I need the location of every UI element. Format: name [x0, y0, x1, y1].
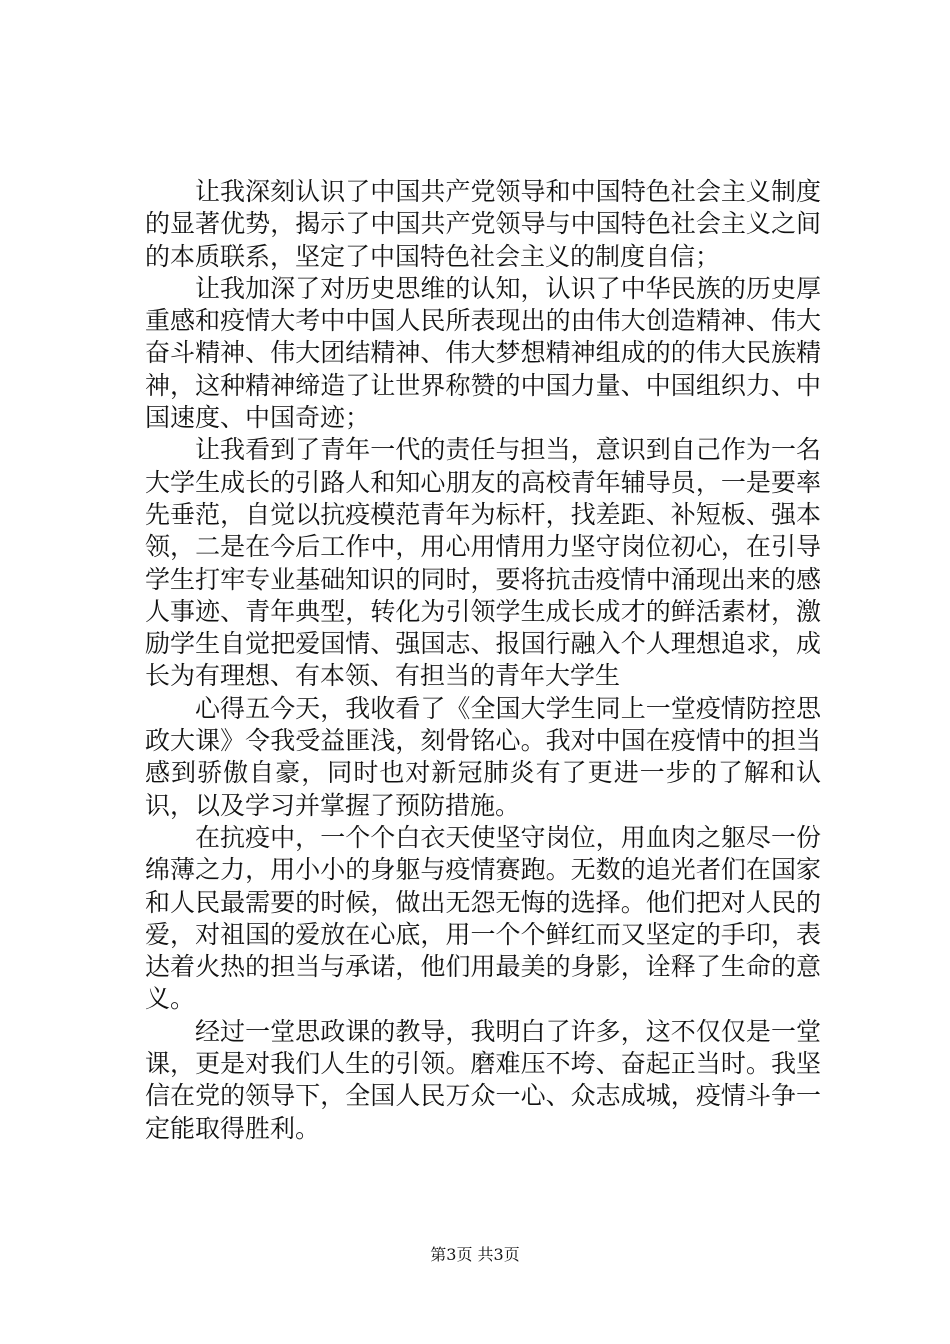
document-body	[145, 176, 821, 1145]
paragraph-2: 让我加深了对历史思维的认知，认识了中华民族的历史厚重感和疫情大考中中国人民所表现出的由伟大创造精神、伟大奋斗精神、伟大团结精神、伟大梦想精神组成的的伟大民族精神，这种精神缔造了让世界称赞的中国力量、中国组织力、中国速度、中国奇迹；	[145, 273, 821, 433]
paragraph-6: 经过一堂思政课的教导，我明白了许多，这不仅仅是一堂课，更是对我们人生的引领。磨难压不垮、奋起正当时。我坚信在党的领导下，全国人民万众一心、众志成城，疫情斗争一定能取得胜利。	[145, 1016, 821, 1143]
paragraph-4: 心得五今天，我收看了《全国大学生同上一堂疫情防控思政大课》令我受益匪浅，刻骨铭心。我对中国在疫情中的担当感到骄傲自豪，同时也对新冠肺炎有了更进一步的了解和认识，以及学习并掌握了预防措施。	[145, 693, 821, 820]
paragraph-3: 让我看到了青年一代的责任与担当，意识到自己作为一名大学生成长的引路人和知心朋友的高校青年辅导员，一是要率先垂范，自觉以抗疫模范青年为标杆，找差距、补短板、强本领，二是在今后工作中，用心用情用力坚守岗位初心，在引导学生打牢专业基础知识的同时，要将抗击疫情中涌现出来的感人事迹、青年典型，转化为引领学生成长成才的鲜活素材，激励学生自觉把爱国情、强国志、报国行融入个人理想追求，成长为有理想、有本领、有担当的青年大学生	[145, 435, 821, 691]
paragraph-5: 在抗疫中，一个个白衣天使坚守岗位，用血肉之躯尽一份绵薄之力，用小小的身躯与疫情赛跑。无数的追光者们在国家和人民最需要的时候，做出无怨无悔的选择。他们把对人民的爱，对祖国的爱放在心底，用一个个鲜红而又坚定的手印，表达着火热的担当与承诺，他们用最美的身影，诠释了生命的意义。	[145, 822, 821, 1014]
paragraph-1: 让我深刻认识了中国共产党领导和中国特色社会主义制度的显著优势，揭示了中国共产党领导与中国特色社会主义之间的本质联系，坚定了中国特色社会主义的制度自信；	[145, 177, 821, 271]
page-footer: 第3页 共3页	[430, 1245, 520, 1264]
